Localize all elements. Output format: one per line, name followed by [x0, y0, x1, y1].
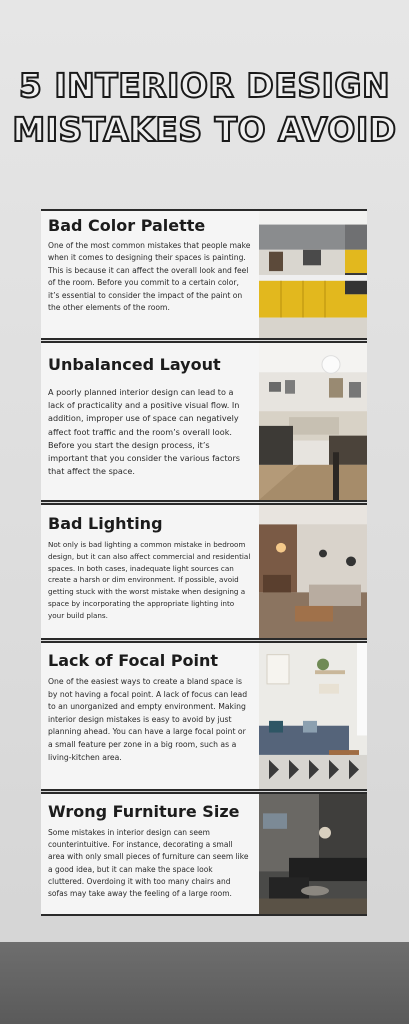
section-bad-lighting — [41, 503, 367, 640]
section-text — [41, 794, 259, 914]
section-text — [41, 505, 259, 638]
yellow-kitchen-photo — [259, 211, 367, 338]
dark-sofa-room-photo — [259, 794, 367, 914]
section-unbalanced-layout — [41, 341, 367, 502]
section-bad-color-palette — [41, 209, 367, 340]
section-wrong-furniture-size — [41, 792, 367, 916]
section-heading: Lack of Focal Point — [48, 651, 219, 670]
page-title — [0, 64, 409, 152]
section-heading: Unbalanced Layout — [48, 355, 221, 374]
title-line-2: MISTAKES TO AVOID — [12, 110, 397, 149]
section-body: One of the easiest ways to create a bland space is by not having a focal point. A lack of focus can lead to an unorganized and empty environment. Making interior design mistakes is easy to avoid by just planning ahead. You can have a large focal point or a small feature per zone in a big room, such as a living-kitchen area. — [48, 677, 248, 762]
footer-bar — [0, 942, 409, 1024]
section-body: Not only is bad lighting a common mistake in bedroom design, but it can also affect commercial and residential spaces. In both cases, inadequate light sources can create a harsh or dim environment. If possible, avoid getting stuck with the worst mistake when designing a space by incorporating the appropriate lighting into your build plans. — [48, 540, 251, 620]
section-text — [41, 211, 259, 338]
section-body: A poorly planned interior design can lead to a lack of practicality and a positive visual flow. In addition, improper use of space can negatively affect foot traffic and the room’s overall look. Before you start the design process, it’s important that you consider the various factors that affect the space. — [48, 387, 241, 477]
sofa-rug-photo — [259, 643, 367, 789]
section-lack-of-focal-point — [41, 641, 367, 791]
title-line-1: 5 INTERIOR DESIGN — [18, 66, 391, 105]
section-text — [41, 343, 259, 500]
living-room-photo — [259, 343, 367, 500]
section-heading: Bad Lighting — [48, 514, 163, 533]
section-heading: Bad Color Palette — [48, 216, 206, 235]
section-text — [41, 643, 259, 789]
dim-lounge-photo — [259, 505, 367, 638]
section-body: One of the most common mistakes that people make when it comes to designing their spaces is painting. This is because it can affect the overall look and feel of the room. Before you commit to a certain color, it’s essential to consider the impact of the paint on the other elements of the room. — [48, 241, 251, 313]
section-body: Some mistakes in interior design can seem counterintuitive. For instance, decorating a small area with only small pieces of furniture can seem like a good idea, but it can make the space look cluttered. Overdoing it with too many chairs and sofas may take away the feeling of a large room. — [48, 828, 249, 899]
section-heading: Wrong Furniture Size — [48, 802, 240, 821]
